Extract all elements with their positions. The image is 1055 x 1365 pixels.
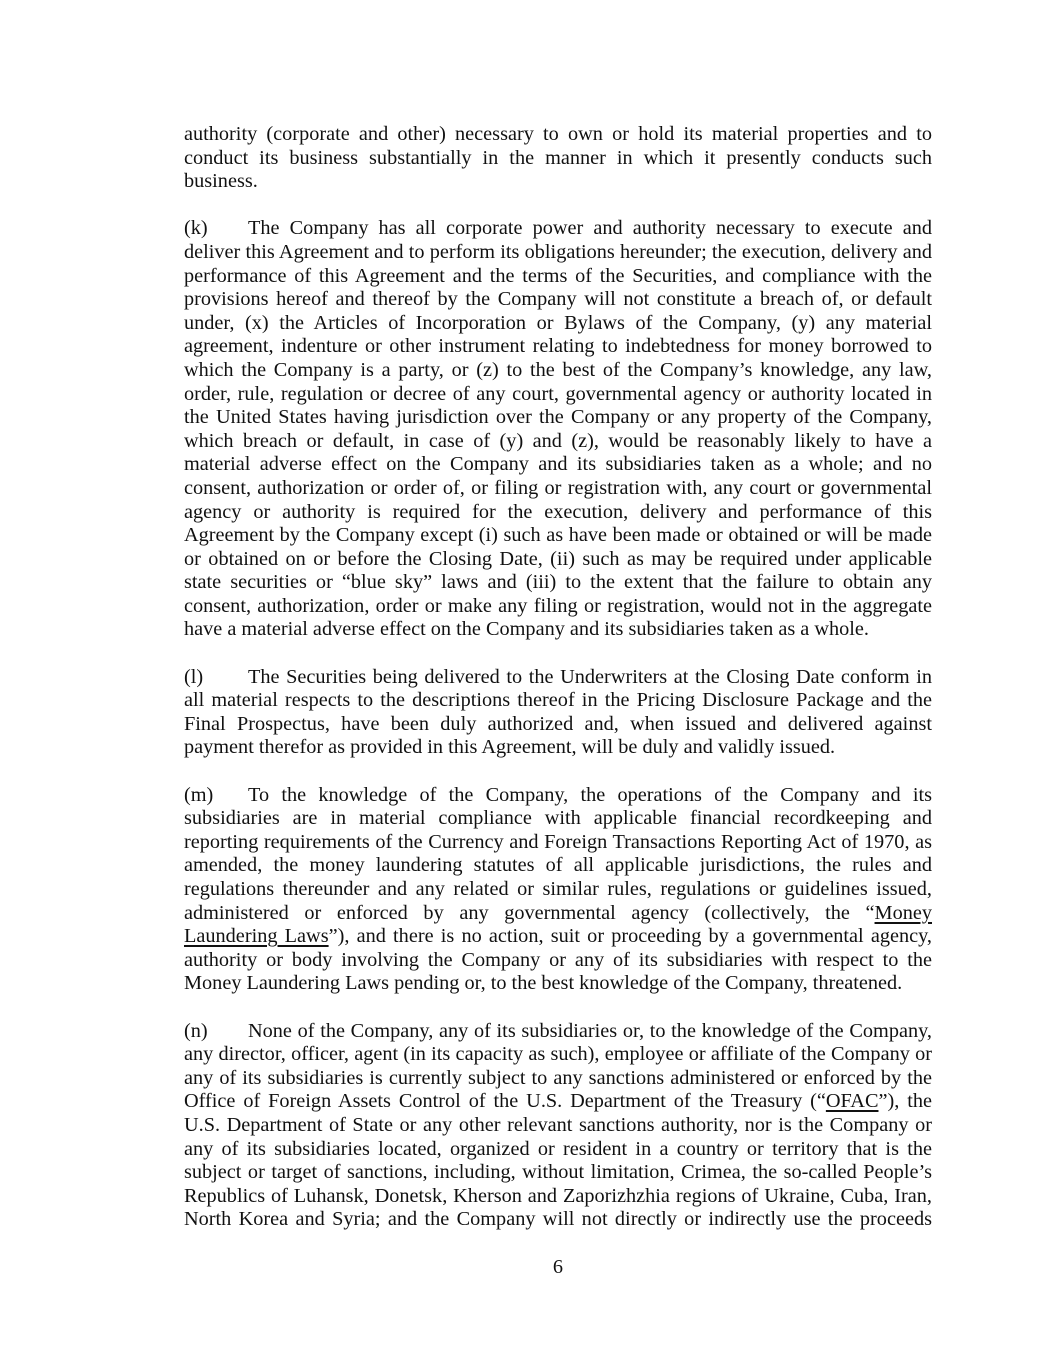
text-run: authority (corporate and other) necessary to own or hold its material properties and to conduct its business substantially in the manner in which it presently conducts such business. bbox=[184, 123, 932, 193]
text-run: To the knowledge of the Company, the operations of the Company and its subsidiaries are in material compliance with applicable financial recordkeeping and reporting requirements of the Currency and Foreign Transactions Reporting Act of 1970, as amended, the money laundering statutes of all applicable jurisdictions, the rules and regulations thereunder and any related or similar rules, regulations or guidelines issued, administered or enforced by any governmental agency (collectively, the “ bbox=[184, 783, 932, 924]
defined-term: OFAC bbox=[825, 1090, 879, 1113]
text-run: ”), the U.S. Department of State or any other relevant sanctions authority, nor is the Company or any of its subsidiaries located, organized or resident in a country or territory that is the subject or target of sanctions, including, without limitation, Crimea, the so-called People’s Republics of Luhansk, Donetsk, Kherson and Zaporizhzhia regions of Ukraine, Cuba, Iran, North Korea and Syria; and the Company will not directly or indirectly use the proceeds bbox=[184, 1090, 932, 1231]
document-body bbox=[184, 123, 932, 1232]
paragraph-m bbox=[184, 784, 932, 996]
text-run: None of the Company, any of its subsidiaries or, to the knowledge of the Company, any director, officer, agent (in its capacity as such), employee or affiliate of the Company or any of its subsidiaries is currently subject to any sanctions administered or enforced by the Office of Foreign Assets Control of the U.S. Department of the Treasury (“ bbox=[184, 1019, 932, 1113]
paragraph-n bbox=[184, 1020, 932, 1232]
paragraph-label: (l) bbox=[184, 665, 204, 688]
paragraph-label: (n) bbox=[184, 1019, 208, 1042]
text-run: The Securities being delivered to the Underwriters at the Closing Date conform in all material respects to the descriptions thereof in the Pricing Disclosure Package and the Final Prospectus, have been duly authorized and, when issued and delivered against payment therefor as provided in this Agreement, will be duly and validly issued. bbox=[184, 665, 932, 759]
paragraph-l bbox=[184, 666, 932, 760]
text-run: ”), and there is no action, suit or proceeding by a governmental agency, authority or body involving the Company or any of its subsidiaries with respect to the Money Laundering Laws pending or, to the best knowledge of the Company, threatened. bbox=[184, 925, 933, 995]
paragraph-continuation bbox=[184, 123, 932, 194]
paragraph-label: (m) bbox=[184, 783, 214, 806]
page-number: 6 bbox=[552, 1255, 564, 1278]
paragraph-k bbox=[184, 217, 932, 642]
text-run: The Company has all corporate power and authority necessary to execute and deliver this Agreement and to perform its obligations hereunder; the execution, delivery and performance of this Agreement and the terms of the Securities, and compliance with the provisions hereof and thereof by the Company will not constitute a breach of, or default under, (x) the Articles of Incorporation or Bylaws of the Company, (y) any material agreement, indenture or other instrument relating to indebtedness for money borrowed to which the Company is a party, or (z) to the best of the Company’s knowledge, any law, order, rule, regulation or decree of any court, governmental agency or authority located in the United States having jurisdiction over the Company or any property of the Company, which breach or default, in case of (y) and (z), would be reasonably likely to have a material adverse effect on the Company and its subsidiaries taken as a whole; and no consent, authorization or order of, or filing or registration with, any court or governmental agency or authority is required for the execution, delivery and performance of this Agreement by the Company except (i) such as have been made or obtained or will be made or obtained on or before the Closing Date, (ii) such as may be required under applicable state securities or “blue sky” laws and (iii) to the extent that the failure to obtain any consent, authorization, order or make any filing or registration, would not in the aggregate have a material adverse effect on the Company and its subsidiaries taken as a whole. bbox=[184, 217, 932, 641]
paragraph-label: (k) bbox=[184, 217, 208, 240]
defined-term: Money Laundering Laws bbox=[184, 901, 932, 948]
